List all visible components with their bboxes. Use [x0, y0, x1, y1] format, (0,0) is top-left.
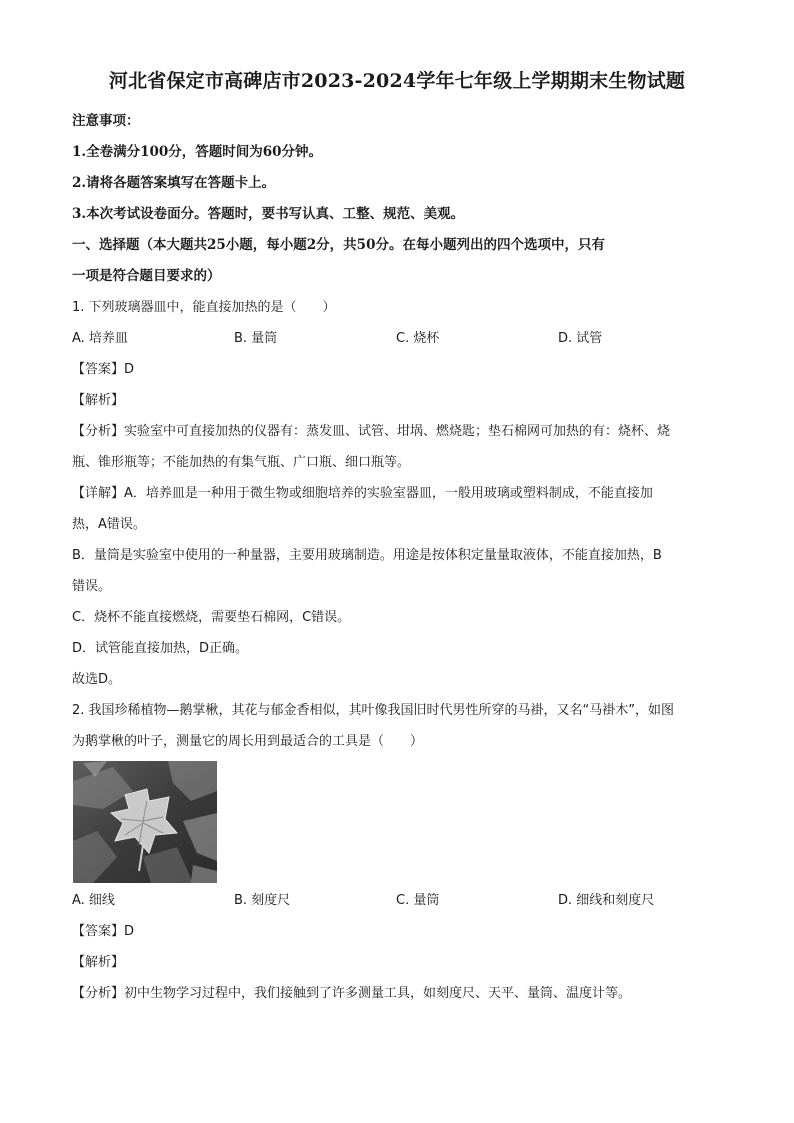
- notice-item: 2.请将各题答案填写在答题卡上。: [72, 175, 276, 191]
- analysis-detail: 热，A错误。: [72, 517, 146, 532]
- notice-item: 3.本次考试设卷面分。答题时，要书写认真、工整、规范、美观。: [72, 206, 465, 222]
- document-page: [72, 66, 722, 1009]
- analysis-detail: D．试管能直接加热，D正确。: [72, 641, 249, 656]
- question-options: [72, 323, 722, 354]
- answer-line: 【答案】D: [72, 362, 135, 377]
- analysis-fenxi: 瓶、锥形瓶等；不能加热的有集气瓶、广口瓶、细口瓶等。: [72, 455, 411, 470]
- option-d: D. 试管: [558, 331, 603, 346]
- analysis-detail: 故选D。: [72, 672, 122, 687]
- analysis-detail: 【详解】A．培养皿是一种用于微生物或细胞培养的实验室器皿，一般用玻璃或塑料制成，不能直接加: [72, 486, 653, 501]
- analysis-detail: B．量筒是实验室中使用的一种量器，主要用玻璃制造。用途是按体积定量量取液体，不能直接加热，B: [72, 548, 662, 563]
- option-b: B. 量筒: [234, 331, 278, 346]
- question-stem: 2. 我国珍稀植物—鹅掌楸，其花与郁金香相似，其叶像我国旧时代男性所穿的马褂，又名“马褂木”，如图: [72, 703, 675, 718]
- analysis-fenxi: 【分析】初中生物学习过程中，我们接触到了许多测量工具，如刻度尺、天平、量筒、温度计等。: [72, 986, 632, 1001]
- question-options: [72, 885, 722, 916]
- page-title: 河北省保定市高碑店市2023-2024学年七年级上学期期末生物试题: [108, 70, 686, 92]
- answer-line: 【答案】D: [72, 924, 135, 939]
- question-stem-cont: 为鹅掌楸的叶子，测量它的周长用到最适合的工具是（ ）: [72, 734, 424, 749]
- analysis-label: 【解析】: [72, 393, 125, 408]
- option-c: C. 量筒: [396, 893, 440, 908]
- analysis-label: 【解析】: [72, 955, 125, 970]
- option-a: A. 培养皿: [72, 331, 128, 346]
- notice-heading: 注意事项：: [72, 113, 140, 129]
- tulip-tree-leaf-photo: [73, 761, 217, 883]
- analysis-detail: C．烧杯不能直接燃烧，需要垫石棉网，C错误。: [72, 610, 351, 625]
- option-c: C. 烧杯: [396, 331, 440, 346]
- analysis-detail: 错误。: [72, 579, 112, 594]
- option-a: A. 细线: [72, 893, 115, 908]
- section-heading: 一、选择题（本大题共25小题，每小题2分，共50分。在每小题列出的四个选项中，只有: [72, 237, 605, 253]
- section-heading-cont: 一项是符合题目要求的）: [72, 268, 221, 284]
- notice-item: 1.全卷满分100分，答题时间为60分钟。: [72, 144, 323, 160]
- question-stem: 1. 下列玻璃器皿中，能直接加热的是（ ）: [72, 300, 336, 315]
- analysis-fenxi: 【分析】实验室中可直接加热的仪器有：蒸发皿、试管、坩埚、燃烧匙；垫石棉网可加热的有：烧杯、烧: [72, 424, 671, 439]
- option-d: D. 细线和刻度尺: [558, 893, 655, 908]
- option-b: B. 刻度尺: [234, 893, 291, 908]
